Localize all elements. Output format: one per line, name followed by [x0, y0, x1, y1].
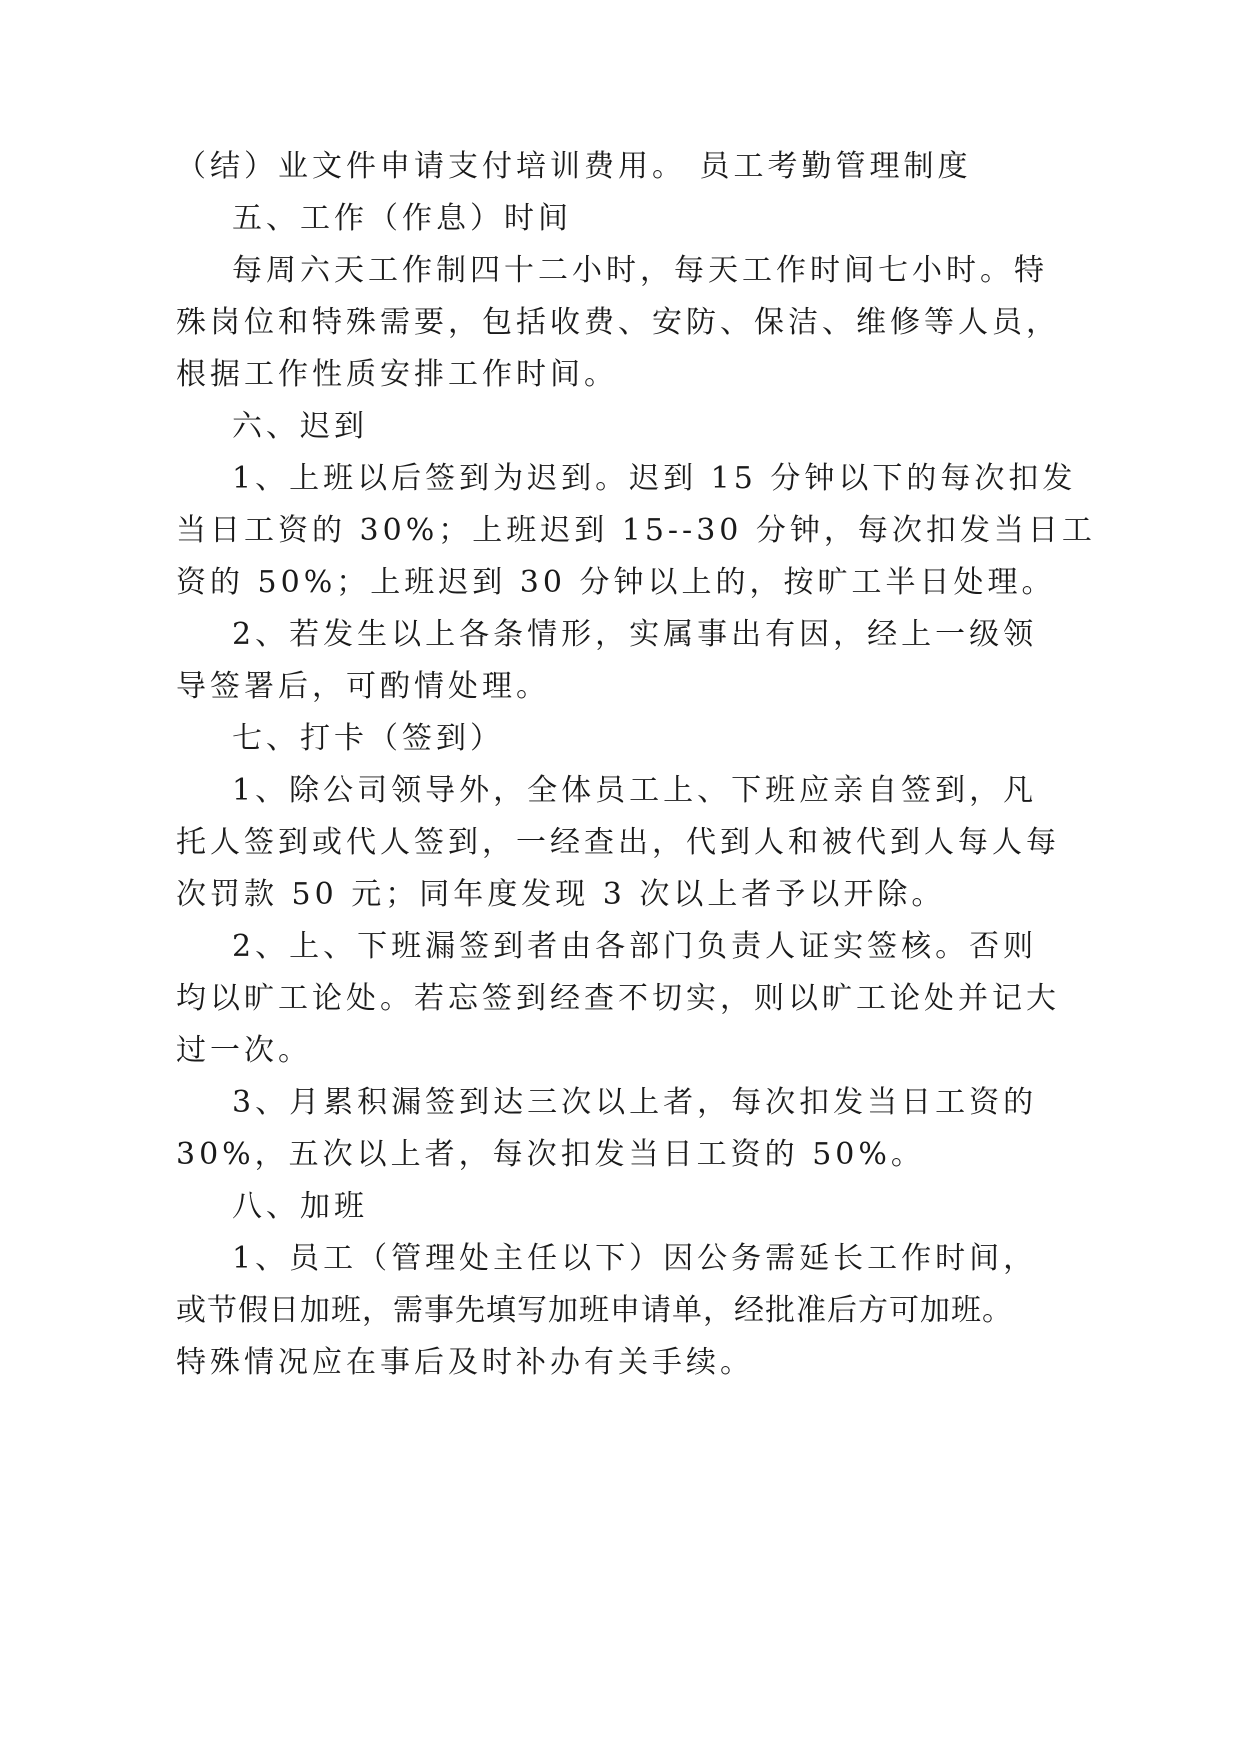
text-line: 均以旷工论处。若忘签到经查不切实，则以旷工论处并记大	[176, 981, 1060, 1016]
text-line: 1、除公司领导外，全体员工上、下班应亲自签到，凡	[232, 773, 1038, 808]
text-line: 1、上班以后签到为迟到。迟到 15 分钟以下的每次扣发	[232, 461, 1077, 496]
text-line: 当日工资的 30%；上班迟到 15--30 分钟，每次扣发当日工	[176, 513, 1096, 548]
text-line: 资的 50%；上班迟到 30 分钟以上的，按旷工半日处理。	[176, 565, 1056, 600]
text-line: 30%，五次以上者，每次扣发当日工资的 50%。	[176, 1137, 925, 1172]
text-line: 殊岗位和特殊需要，包括收费、安防、保洁、维修等人员，	[176, 305, 1060, 340]
text-line: 导签署后，可酌情处理。	[176, 669, 550, 704]
text-line: 过一次。	[176, 1033, 312, 1068]
text-line: 2、上、下班漏签到者由各部门负责人证实签核。否则	[232, 929, 1038, 964]
section-heading: 七、打卡（签到）	[232, 721, 504, 756]
text-line: 2、若发生以上各条情形，实属事出有因，经上一级领	[232, 617, 1038, 652]
section-heading: 八、加班	[232, 1189, 368, 1224]
text-line: 每周六天工作制四十二小时，每天工作时间七小时。特	[232, 253, 1048, 288]
text-line: 1、员工（管理处主任以下）因公务需延长工作时间，	[232, 1241, 1038, 1276]
text-line: 3、月累积漏签到达三次以上者，每次扣发当日工资的	[232, 1085, 1038, 1120]
text-line: 或节假日加班，需事先填写加班申请单，经批准后方可加班。	[176, 1293, 1013, 1328]
text-line: 托人签到或代人签到，一经查出，代到人和被代到人每人每	[176, 825, 1060, 860]
text-line: 特殊情况应在事后及时补办有关手续。	[176, 1345, 754, 1380]
section-heading: 五、工作（作息）时间	[232, 201, 572, 236]
text-line: 次罚款 50 元；同年度发现 3 次以上者予以开除。	[176, 877, 946, 912]
text-line: 根据工作性质安排工作时间。	[176, 357, 618, 392]
section-heading: 六、迟到	[232, 409, 368, 444]
text-line: （结）业文件申请支付培训费用。 员工考勤管理制度	[176, 149, 972, 184]
